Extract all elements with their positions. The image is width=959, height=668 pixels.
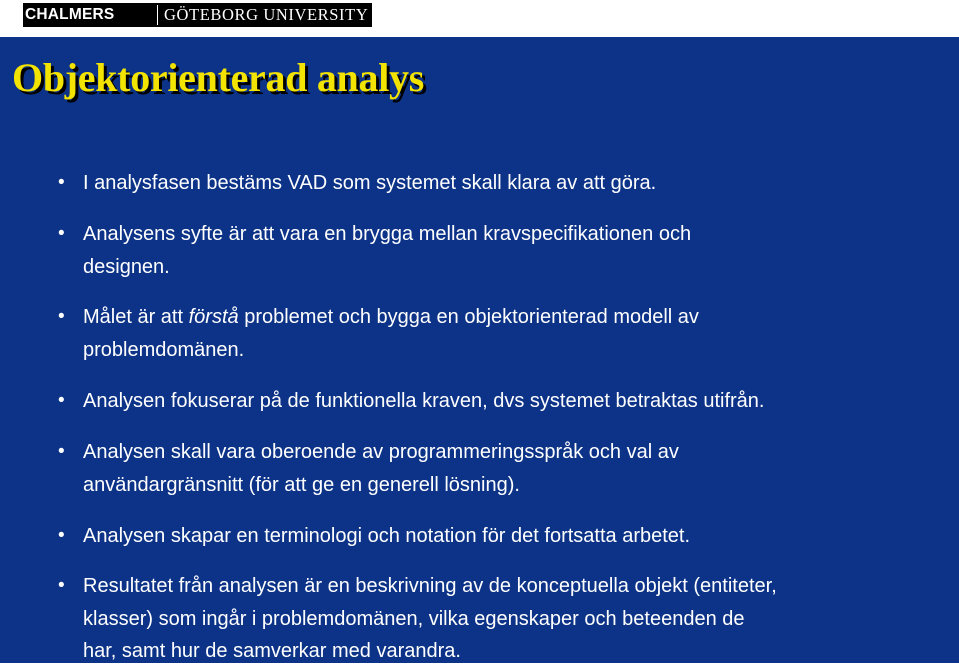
bullet-text bbox=[83, 301, 933, 366]
bullet-line: användargränsnitt (för att ge en generell lösning). bbox=[83, 473, 520, 496]
bullet-line: Resultatet från analysen är en beskrivning av de konceptuella objekt (entiteter, bbox=[83, 575, 777, 597]
bullet-point-icon: • bbox=[58, 441, 65, 462]
bullet-point-icon: • bbox=[58, 223, 65, 244]
bullet-point-icon: • bbox=[58, 306, 65, 327]
bullet-text bbox=[83, 436, 933, 501]
bullet-point-icon: • bbox=[58, 575, 65, 596]
bullet-point-icon: • bbox=[58, 172, 65, 193]
bullet-line: Analysen fokuserar på de funktionella kraven, dvs systemet betraktas utifrån. bbox=[83, 390, 765, 412]
slide-title: Objektorienterad analys bbox=[12, 55, 424, 100]
bullet-text-segment: problemet och bygga en objektorienterad modell av bbox=[238, 306, 699, 328]
logo-divider bbox=[157, 5, 158, 25]
bullet-point-icon: • bbox=[58, 390, 65, 411]
bullet-text bbox=[83, 385, 933, 418]
logo-university-text: GÖTEBORG UNIVERSITY bbox=[164, 5, 369, 24]
bullet-line: har, samt hur de samverkar med varandra. bbox=[83, 640, 461, 662]
bullet-line: problemdomänen. bbox=[83, 338, 245, 361]
bullet-text-segment: Målet är att bbox=[83, 306, 189, 328]
bullet-line bbox=[83, 301, 933, 334]
bullet-text bbox=[83, 570, 933, 668]
emphasized-word: förstå bbox=[188, 306, 239, 328]
top-bar bbox=[0, 0, 959, 36]
bullet-line: Analysens syfte är att vara en brygga mellan kravspecifikationen och bbox=[83, 223, 692, 245]
bullet-line: I analysfasen bestäms VAD som systemet skall klara av att göra. bbox=[83, 172, 657, 194]
bullet-line: klasser) som ingår i problemdomänen, vilka egenskaper och beteenden de bbox=[83, 607, 745, 630]
university-logo bbox=[23, 3, 372, 27]
bullet-line: designen. bbox=[83, 255, 170, 278]
bullet-line: Analysen skapar en terminologi och notation för det fortsatta arbetet. bbox=[83, 525, 691, 547]
bullet-point-icon: • bbox=[58, 525, 65, 546]
bullet-text bbox=[83, 218, 933, 283]
bullet-line: Analysen skall vara oberoende av programmeringsspråk och val av bbox=[83, 441, 679, 463]
logo-chalmers-text: CHALMERS bbox=[25, 6, 115, 23]
bullet-text bbox=[83, 520, 933, 553]
bullet-text bbox=[83, 167, 933, 200]
